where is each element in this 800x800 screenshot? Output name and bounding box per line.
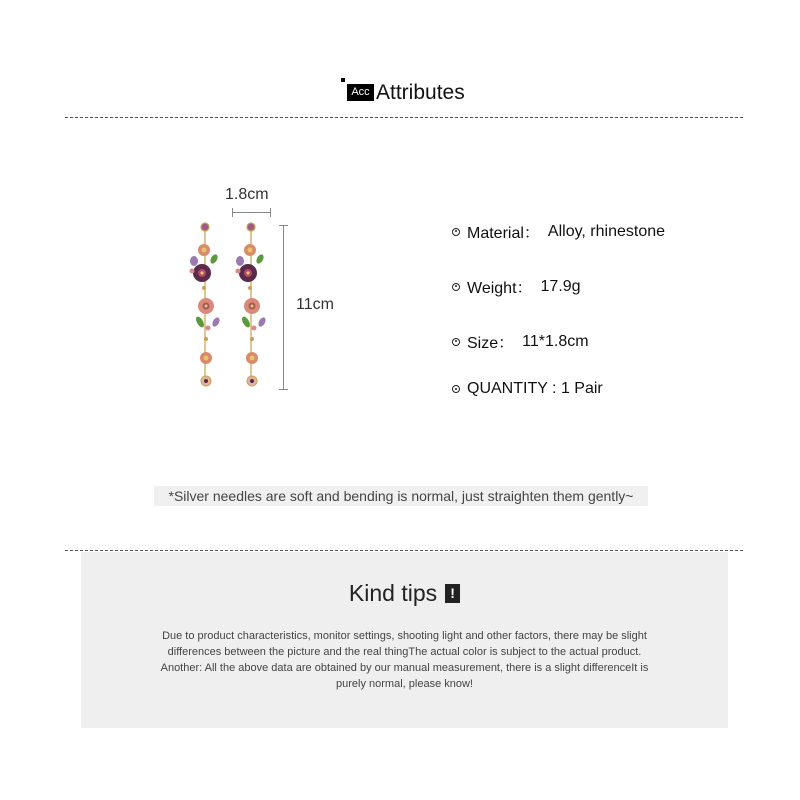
tips-line: differences between the picture and the real thingThe actual color is subject to the actual product. bbox=[167, 646, 642, 658]
kind-tips-panel bbox=[81, 552, 728, 728]
attribute-material bbox=[452, 220, 665, 243]
attribute-value: 17.9g bbox=[540, 277, 581, 295]
page-title: Attributes bbox=[376, 81, 465, 104]
width-tick-left bbox=[232, 208, 233, 217]
bullet-icon bbox=[452, 385, 460, 393]
attribute-label: QUANTITY : 1 Pair bbox=[467, 380, 603, 397]
tips-line: Another: All the above data are obtained by our manual measurement, there is a slight differenceIt is bbox=[160, 662, 649, 674]
attribute-quantity bbox=[452, 380, 603, 398]
exclamation-icon: ! bbox=[445, 584, 460, 603]
height-label: 11cm bbox=[296, 296, 334, 313]
attribute-value: Alloy, rhinestone bbox=[547, 222, 666, 240]
attribute-value: 11*1.8cm bbox=[522, 332, 589, 350]
attribute-size bbox=[452, 330, 589, 353]
kind-tips-title: Kind tips bbox=[348, 580, 438, 606]
tips-line: Due to product characteristics, monitor settings, shooting light and other factors, there may be slight bbox=[162, 630, 647, 642]
kind-tips-header bbox=[81, 580, 728, 607]
width-tick-right bbox=[270, 208, 271, 217]
care-notice: *Silver needles are soft and bending is normal, just straighten them gently~ bbox=[154, 486, 648, 506]
height-tick-bottom bbox=[279, 389, 288, 390]
earring-right bbox=[236, 223, 268, 386]
bullet-icon bbox=[452, 228, 460, 236]
bullet-icon bbox=[452, 338, 460, 346]
attribute-weight bbox=[452, 275, 581, 298]
attribute-label: Size： bbox=[467, 335, 515, 352]
attribute-label: Material： bbox=[467, 225, 540, 242]
width-label: 1.8cm bbox=[225, 186, 269, 203]
height-line bbox=[283, 225, 284, 389]
height-tick-top bbox=[279, 225, 288, 226]
divider-top bbox=[65, 117, 743, 118]
earring-left bbox=[190, 223, 222, 386]
tips-line: purely normal, please know! bbox=[336, 678, 473, 690]
header-tag: Acc bbox=[347, 84, 374, 101]
attribute-label: Weight： bbox=[467, 280, 533, 297]
kind-tips-text bbox=[111, 628, 698, 692]
width-line bbox=[232, 212, 270, 213]
header-mark bbox=[341, 78, 345, 82]
divider-bottom bbox=[65, 550, 743, 551]
earrings-product-image bbox=[180, 215, 270, 395]
bullet-icon bbox=[452, 283, 460, 291]
